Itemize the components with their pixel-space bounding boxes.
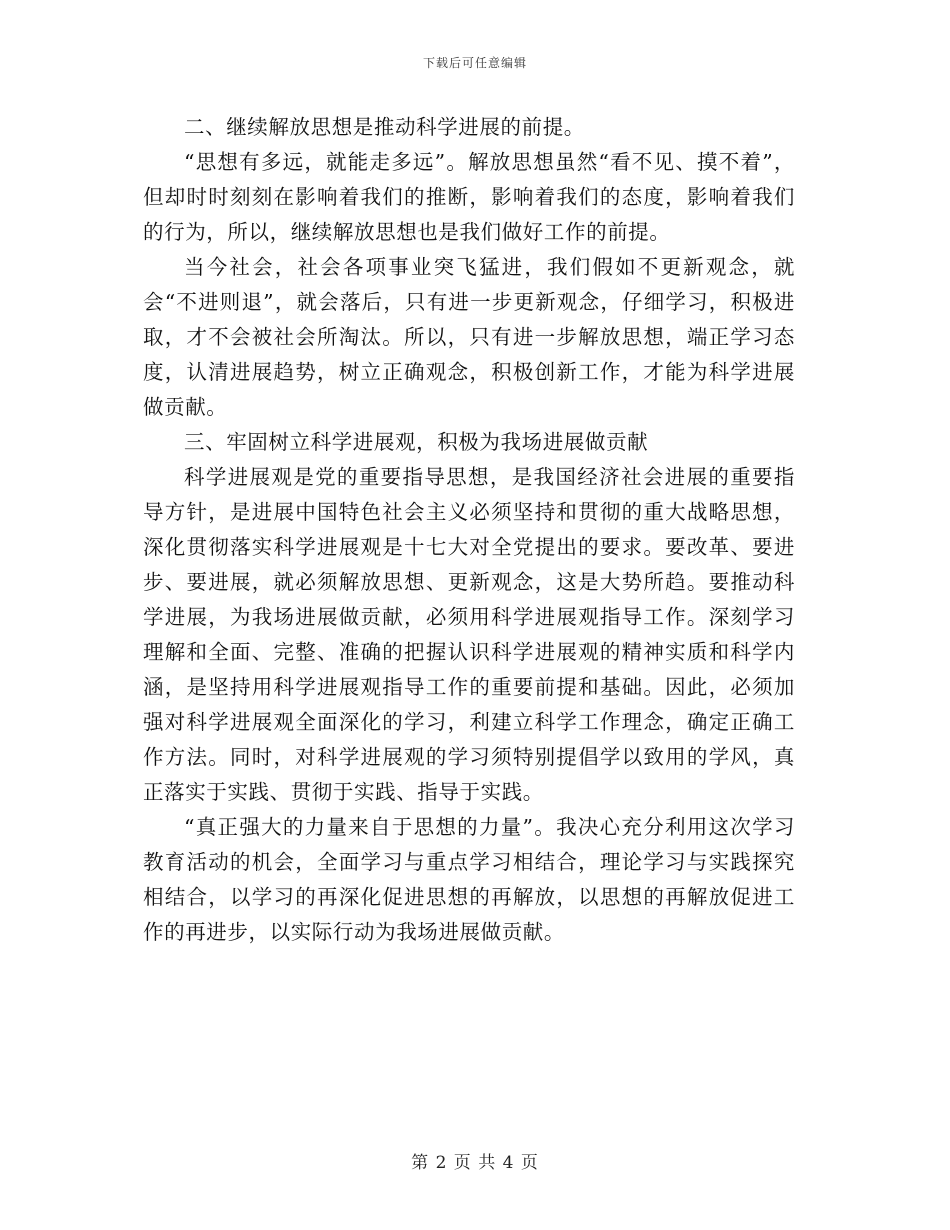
paragraph: “思想有多远，就能走多远”。解放思想虽然“看不见、摸不着”，但却时时刻刻在影响着我们的推断，影响着我们的态度，影响着我们的行为，所以，继续解放思想也是我们做好工作的前提。 bbox=[143, 150, 795, 244]
section-heading-3: 三、牢固树立科学进展观，积极为我场进展做贡献 bbox=[184, 430, 649, 454]
paragraph: 科学进展观是党的重要指导思想，是我国经济社会进展的重要指导方针，是进展中国特色社会主义必须坚持和贯彻的重大战略思想，深化贯彻落实科学进展观是十七大对全党提出的要求。要改革、要进步、要进展，就必须解放思想、更新观念，这是大势所趋。要推动科学进展，为我场进展做贡献，必须用科学进展观指导工作。深刻学习理解和全面、完整、准确的把握认识科学进展观的精神实质和科学内涵，是坚持用科学进展观指导工作的重要前提和基础。因此，必须加强对科学进展观全面深化的学习，利建立科学工作理念，确定正确工作方法。同时，对科学进展观的学习须特别提倡学以致用的学风，真正落实于实践、贯彻于实践、指导于实践。 bbox=[143, 465, 795, 804]
paragraph: 当今社会，社会各项事业突飞猛进，我们假如不更新观念，就会“不进则退”，就会落后，只有进一步更新观念，仔细学习，积极进取，才不会被社会所淘汰。所以，只有进一步解放思想，端正学习态度，认清进展趋势，树立正确观念，积极创新工作，才能为科学进展做贡献。 bbox=[143, 255, 795, 419]
page-footer: 第 2 页 共 4 页 bbox=[411, 1153, 539, 1173]
paragraph: “真正强大的力量来自于思想的力量”。我决心充分利用这次学习教育活动的机会，全面学习与重点学习相结合，理论学习与实践探究相结合，以学习的再深化促进思想的再解放，以思想的再解放促进工作的再进步，以实际行动为我场进展做贡献。 bbox=[143, 815, 795, 944]
document-body bbox=[143, 110, 795, 950]
section-heading-2: 二、继续解放思想是推动科学进展的前提。 bbox=[184, 115, 585, 139]
page-header: 下载后可任意编辑 bbox=[422, 56, 527, 70]
